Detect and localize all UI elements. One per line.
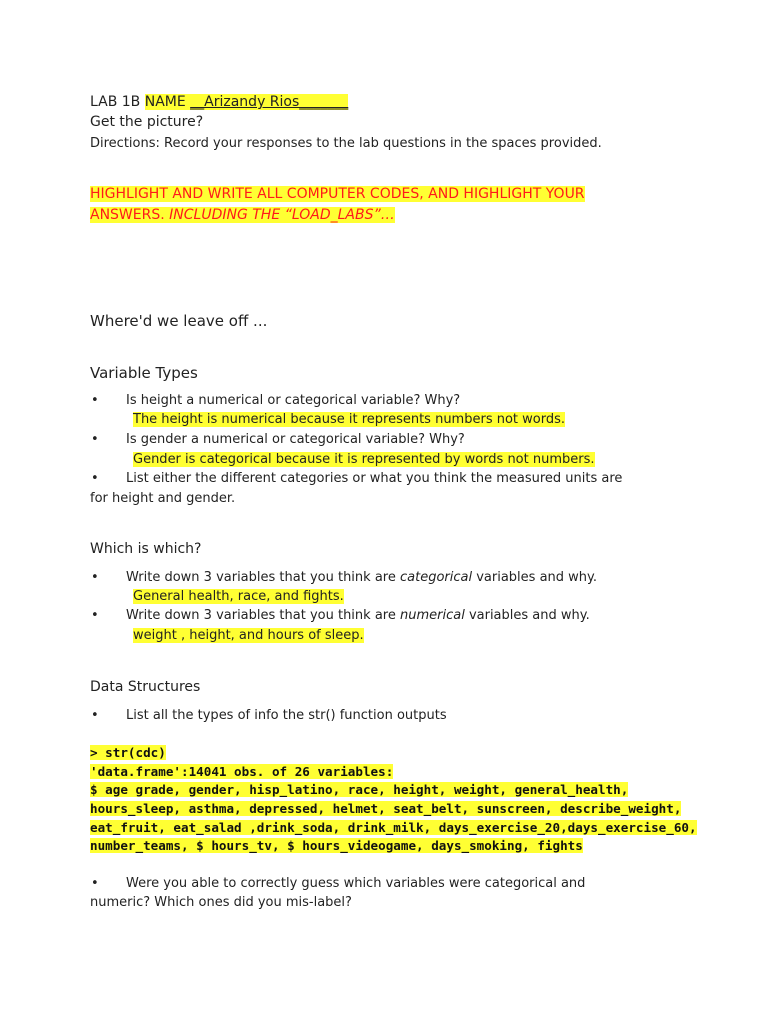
bullet: •: [91, 570, 99, 585]
code-line: [90, 838, 583, 853]
code-line: [90, 745, 166, 760]
question-guess-check-2: numeric? Which ones did you mis-label?: [90, 895, 352, 910]
code-line: [90, 782, 628, 797]
heading-data-structures: Data Structures: [90, 679, 201, 695]
heading-which-is-which: Which is which?: [90, 541, 202, 557]
question-numerical-vars: [126, 608, 590, 623]
notice-line-2: [90, 207, 395, 223]
question-guess-check-1: Were you able to correctly guess which variables were categorical and: [126, 876, 586, 891]
bullet: •: [91, 876, 99, 891]
code-text: eat_fruit, eat_salad ,drink_soda, drink_milk, days_exercise_20,days_exercise_60,: [90, 820, 697, 835]
heading-variable-types: Variable Types: [90, 364, 198, 382]
answer-numerical-vars: [133, 628, 364, 643]
question-height-type: Is height a numerical or categorical variable? Why?: [126, 393, 461, 408]
bullet: •: [91, 708, 99, 723]
question-categories-units-2: for height and gender.: [90, 491, 236, 506]
code-line: [90, 820, 697, 835]
lab-label: LAB 1B: [90, 94, 145, 110]
subtitle: Get the picture?: [90, 114, 204, 130]
code-text: number_teams, $ hours_tv, $ hours_videogame, days_smoking, fights: [90, 838, 583, 853]
answer-height-text: The height is numerical because it represents numbers not words.: [133, 412, 566, 427]
question-emphasis: numerical: [399, 608, 465, 623]
question-text: Write down 3 variables that you think are: [126, 608, 400, 623]
question-str-output: List all the types of info the str() function outputs: [126, 708, 447, 723]
question-emphasis: categorical: [399, 570, 473, 585]
code-line: [90, 764, 393, 779]
answer-gender-text: Gender is categorical because it is represented by words not numbers.: [133, 452, 595, 467]
question-categorical-vars: [126, 570, 597, 585]
answer-categorical-text: General health, race, and fights.: [133, 589, 344, 604]
bullet: •: [91, 608, 99, 623]
code-text: hours_sleep, asthma, depressed, helmet, seat_belt, sunscreen, describe_weight,: [90, 801, 682, 816]
answer-height-type: [133, 412, 565, 427]
code-text: 'data.frame':14041 obs. of 26 variables:: [90, 764, 394, 779]
student-name: __Arizandy Rios_______: [190, 94, 349, 110]
notice-text-1: HIGHLIGHT AND WRITE ALL COMPUTER CODES, AND HIGHLIGHT YOUR: [90, 186, 585, 202]
lab-title-line: [90, 94, 348, 110]
heading-leave-off: Where'd we leave off ...: [90, 312, 268, 330]
code-line: [90, 801, 681, 816]
name-label: NAME: [144, 94, 191, 110]
question-categories-units-1: List either the different categories or what you think the measured units are: [126, 471, 623, 486]
question-text: Write down 3 variables that you think are: [126, 570, 400, 585]
bullet: •: [91, 471, 99, 486]
notice-line-1: [90, 186, 585, 202]
bullet: •: [91, 432, 99, 447]
code-text: > str(cdc): [90, 745, 166, 760]
question-gender-type: Is gender a numerical or categorical variable? Why?: [126, 432, 465, 447]
notice-text-2b: INCLUDING THE “LOAD_LABS”…: [169, 207, 395, 223]
answer-categorical-vars: [133, 589, 344, 604]
question-text: variables and why.: [472, 570, 598, 585]
answer-gender-type: [133, 452, 595, 467]
directions: Directions: Record your responses to the lab questions in the spaces provided.: [90, 136, 602, 151]
question-text: variables and why.: [464, 608, 590, 623]
code-text: $ age grade, gender, hisp_latino, race, height, weight, general_health,: [90, 782, 629, 797]
bullet: •: [91, 393, 99, 408]
answer-numerical-text: weight , height, and hours of sleep.: [133, 628, 364, 643]
notice-text-2a: ANSWERS.: [90, 207, 170, 223]
